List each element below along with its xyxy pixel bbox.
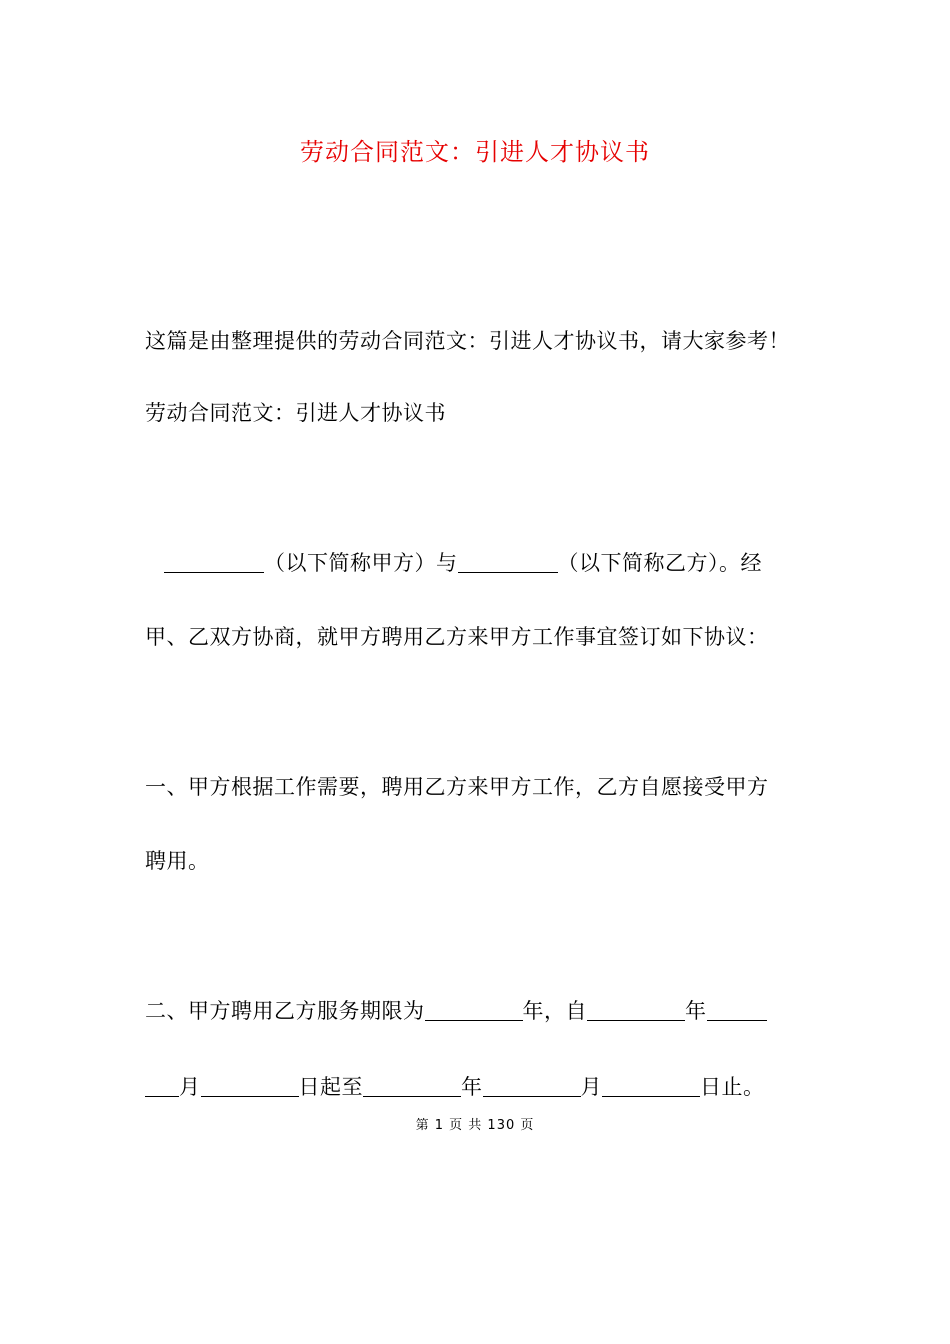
document-title: 劳动合同范文：引进人才协议书 [300,138,650,166]
parties-line-1 [164,548,762,578]
clause2-year1: 年，自 [522,999,587,1023]
clause2-day-to: 日止。 [700,1075,765,1099]
clause1-line-2: 聘用。 [145,849,210,873]
start-month-blank-part1 [707,998,767,1021]
start-year-blank [587,998,685,1021]
clause2-year2: 年 [685,999,707,1023]
clause2-line-1 [145,996,767,1026]
party-a-suffix: （以下简称甲方）与 [264,551,458,575]
clause1-line-1: 一、甲方根据工作需要，聘用乙方来甲方工作，乙方自愿接受甲方 [145,775,769,799]
start-month-blank-part2 [145,1074,179,1097]
end-month-blank [483,1074,581,1097]
party-a-blank [164,550,264,573]
term-years-blank [425,998,523,1021]
party-b-blank [458,550,558,573]
clause2-year3: 年 [461,1075,483,1099]
parties-line-2: 甲、乙双方协商，就甲方聘用乙方来甲方工作事宜签订如下协议： [145,625,769,649]
clause2-day-from: 日起至 [298,1075,363,1099]
party-b-suffix: （以下简称乙方）。经 [557,551,762,575]
clause2-line-2 [145,1072,765,1102]
end-day-blank [602,1074,700,1097]
end-year-blank [363,1074,461,1097]
intro-paragraph: 这篇是由整理提供的劳动合同范文：引进人才协议书，请大家参考！ [145,329,790,353]
document-subtitle: 劳动合同范文：引进人才协议书 [145,401,446,425]
clause2-month2: 月 [580,1075,602,1099]
page-footer: 第 1 页 共 130 页 [415,1118,535,1133]
clause2-month1: 月 [179,1075,201,1099]
clause2-prefix: 二、甲方聘用乙方服务期限为 [145,999,425,1023]
start-day-blank [201,1074,299,1097]
